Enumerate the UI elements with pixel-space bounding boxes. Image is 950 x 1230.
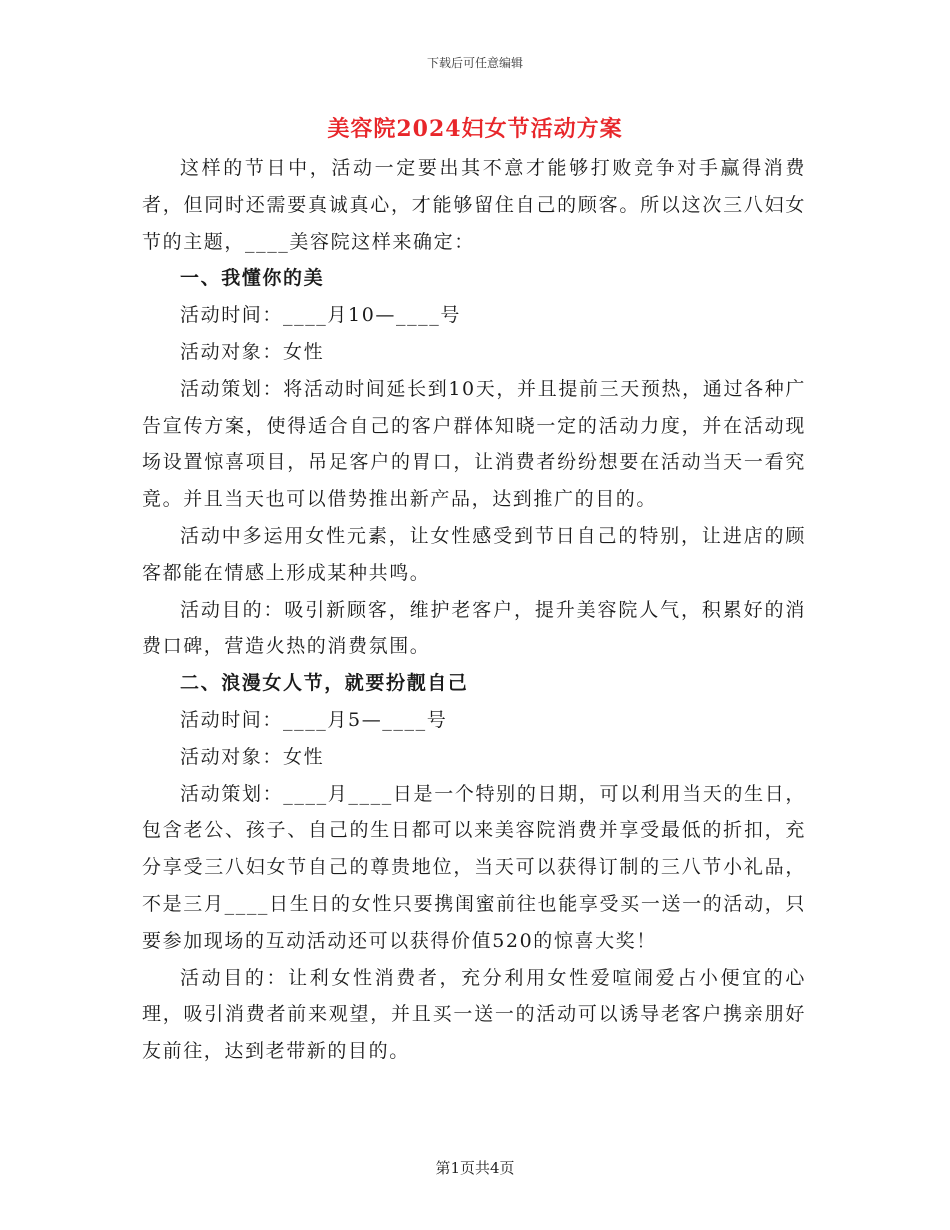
section2-target: 活动对象：女性 [180, 745, 325, 768]
section2-goal: 活动目的：让利女性消费者，充分利用女性爱喧闹爱占小便宜的心理，吸引消费者前来观望，并且买一送一的活动可以诱导老客户携亲朋好友前往，达到老带新的目的。 [142, 966, 806, 1063]
section2-time: 活动时间：____月5—____号 [180, 708, 448, 731]
document-title: 美容院2024妇女节活动方案 [327, 116, 623, 142]
intro-paragraph: 这样的节日中，活动一定要出其不意才能够打败竞争对手赢得消费者，但同时还需要真诚真心，才能够留住自己的顾客。所以这次三八妇女节的主题，____美容院这样来确定： [142, 157, 806, 253]
document-body [142, 150, 806, 1070]
page-footer: 第1页共4页 [435, 1159, 515, 1177]
section1-target: 活动对象：女性 [180, 340, 325, 363]
section2-plan: 活动策划：____月____日是一个特别的日期，可以利用当天的生日，包含老公、孩子、自己的生日都可以来美容院消费并享受最低的折扣，充分享受三八妇女节自己的尊贵地位，当天可以获得订制的三八节小礼品，不是三月____日生日的女性只要携闺蜜前往也能享受买一送一的活动，只要参加现场的互动活动还可以获得价值520的惊喜大奖！ [142, 782, 806, 952]
section1-plan: 活动策划：将活动时间延长到10天，并且提前三天预热，通过各种广告宣传方案，使得适合自己的客户群体知晓一定的活动力度，并在活动现场设置惊喜项目，吊足客户的胃口，让消费者纷纷想要在活动当天一看究竟。并且当天也可以借势推出新产品，达到推广的目的。 [142, 377, 806, 511]
section1-elements: 活动中多运用女性元素，让女性感受到节日自己的特别，让进店的顾客都能在情感上形成某种共鸣。 [142, 524, 806, 584]
header-note: 下载后可任意编辑 [426, 56, 523, 70]
section1-heading: 一、我懂你的美 [180, 267, 325, 290]
section2-heading: 二、浪漫女人节，就要扮靓自己 [180, 672, 469, 695]
section1-goal: 活动目的：吸引新顾客，维护老客户，提升美容院人气，积累好的消费口碑，营造火热的消费氛围。 [142, 598, 806, 658]
section1-time: 活动时间：____月10—____号 [180, 304, 461, 327]
